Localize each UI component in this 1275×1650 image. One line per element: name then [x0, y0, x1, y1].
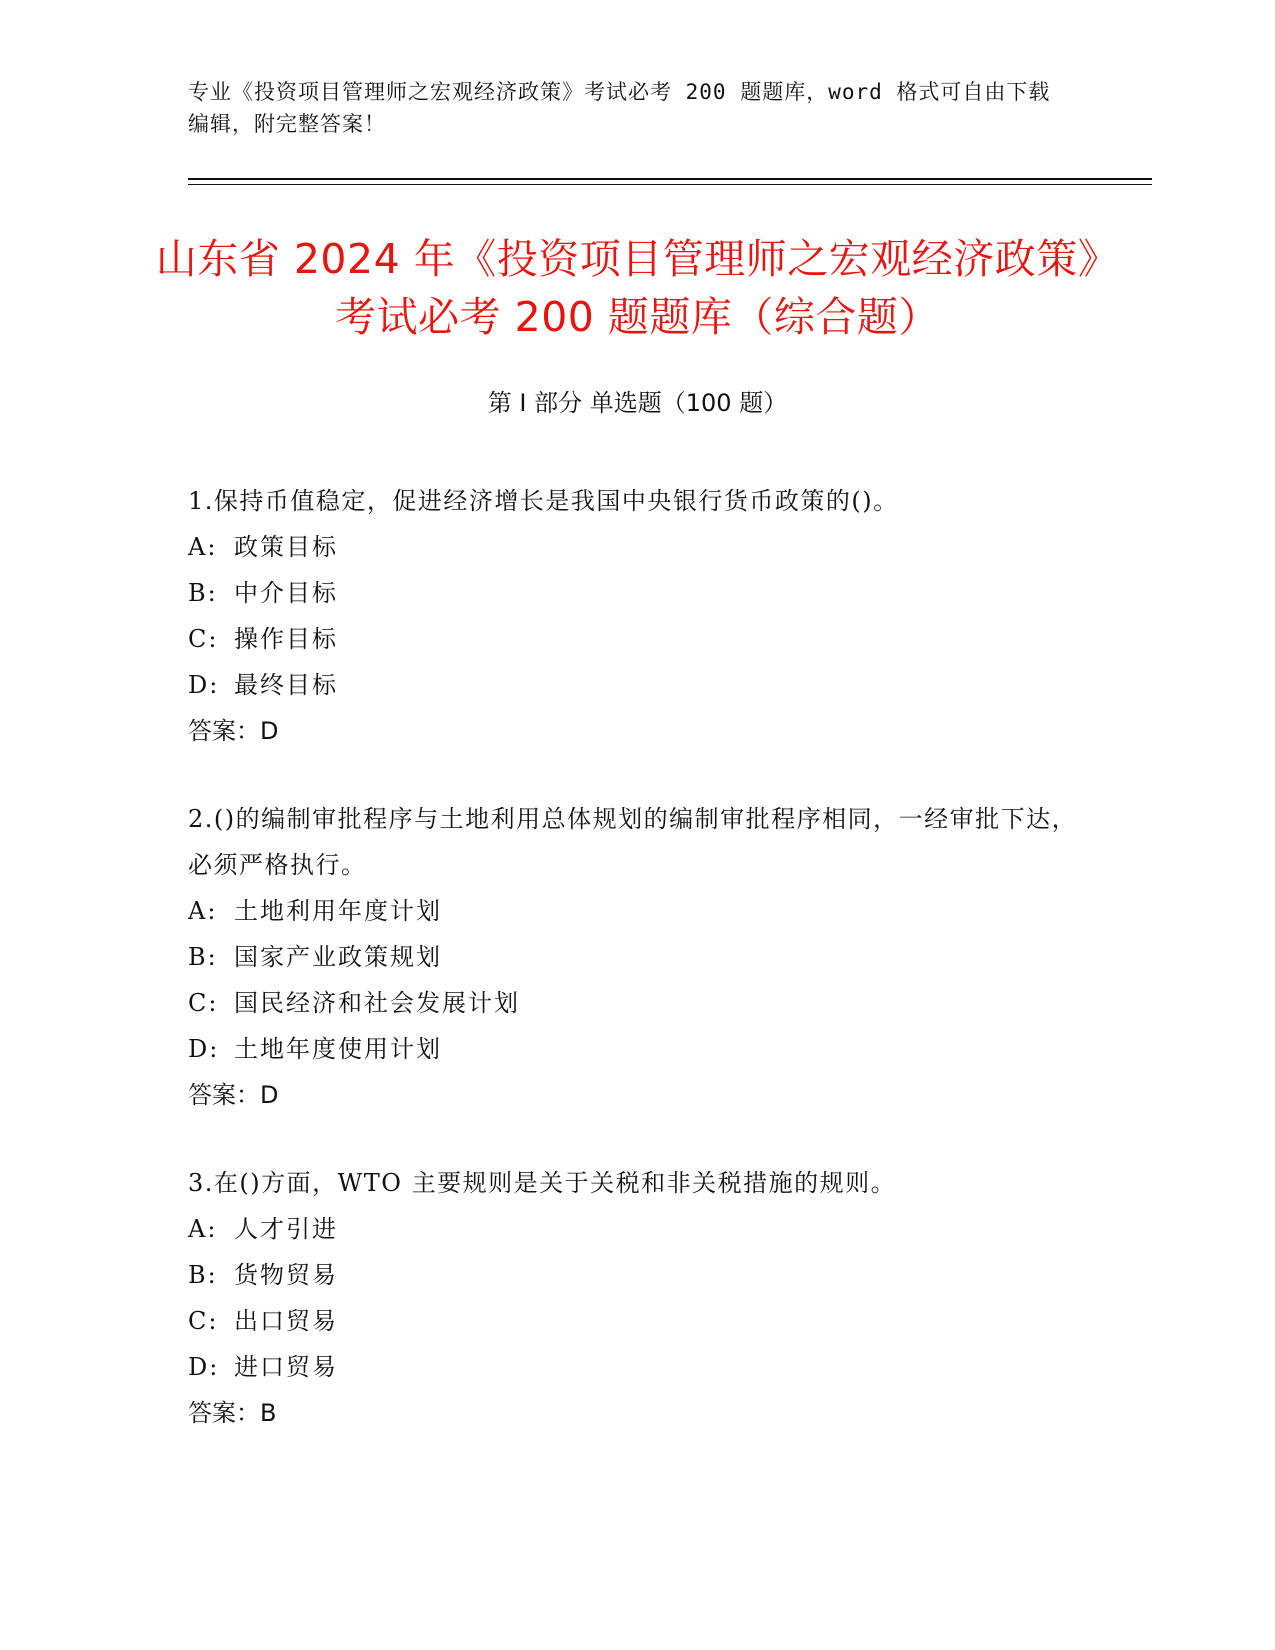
header-rule-thick [188, 178, 1152, 180]
option-text: 政策目标 [234, 533, 338, 561]
option-b [188, 934, 1088, 980]
option-text: 中介目标 [234, 579, 338, 607]
question-text: 1.保持币值稳定，促进经济增长是我国中央银行货币政策的()。 [188, 487, 899, 515]
answer-line: 答案：D [188, 1081, 279, 1109]
question-3 [188, 1160, 1088, 1436]
answer-line: 答案：B [188, 1399, 277, 1427]
question-text: 2.()的编制审批程序与土地利用总体规划的编制审批程序相同，一经审批下达，必须严格执行。 [188, 805, 1078, 879]
option-text: 国家产业政策规划 [234, 943, 442, 971]
option-text: 土地利用年度计划 [234, 897, 442, 925]
option-d [188, 1344, 1088, 1390]
option-text: 货物贸易 [234, 1261, 338, 1289]
option-a [188, 1206, 1088, 1252]
header-rule-thin [188, 184, 1152, 185]
option-b [188, 1252, 1088, 1298]
option-c [188, 616, 1088, 662]
option-text: 最终目标 [234, 671, 338, 699]
option-text: 操作目标 [234, 625, 338, 653]
option-letter: D: [188, 1035, 220, 1063]
option-letter: A: [188, 1215, 218, 1243]
question-2 [188, 796, 1088, 1118]
option-letter: B: [188, 579, 218, 607]
option-letter: C: [188, 625, 219, 653]
section-title: 第 I 部分 单选题（100 题） [487, 389, 788, 417]
option-letter: A: [188, 897, 218, 925]
option-text: 国民经济和社会发展计划 [234, 989, 520, 1017]
header-note: 专业《投资项目管理师之宏观经济政策》考试必考 200 题题库，word 格式可自由下载编辑，附完整答案！ [188, 80, 1051, 136]
option-letter: A: [188, 533, 218, 561]
question-text: 3.在()方面，WTO 主要规则是关于关税和非关税措施的规则。 [188, 1169, 897, 1197]
option-letter: C: [188, 989, 219, 1017]
option-letter: C: [188, 1307, 219, 1335]
option-text: 出口贸易 [234, 1307, 338, 1335]
option-letter: B: [188, 1261, 218, 1289]
option-b [188, 570, 1088, 616]
option-d [188, 1026, 1088, 1072]
option-c [188, 980, 1088, 1026]
option-letter: D: [188, 671, 220, 699]
option-text: 人才引进 [234, 1215, 338, 1243]
answer-line: 答案：D [188, 717, 279, 745]
option-c [188, 1298, 1088, 1344]
option-letter: B: [188, 943, 218, 971]
option-text: 进口贸易 [234, 1353, 338, 1381]
option-d [188, 662, 1088, 708]
option-a [188, 888, 1088, 934]
question-1 [188, 478, 1088, 754]
option-a [188, 524, 1088, 570]
option-text: 土地年度使用计划 [234, 1035, 442, 1063]
option-letter: D: [188, 1353, 220, 1381]
document-title: 山东省 2024 年《投资项目管理师之宏观经济政策》考试必考 200 题题库（综合题） [155, 235, 1120, 341]
